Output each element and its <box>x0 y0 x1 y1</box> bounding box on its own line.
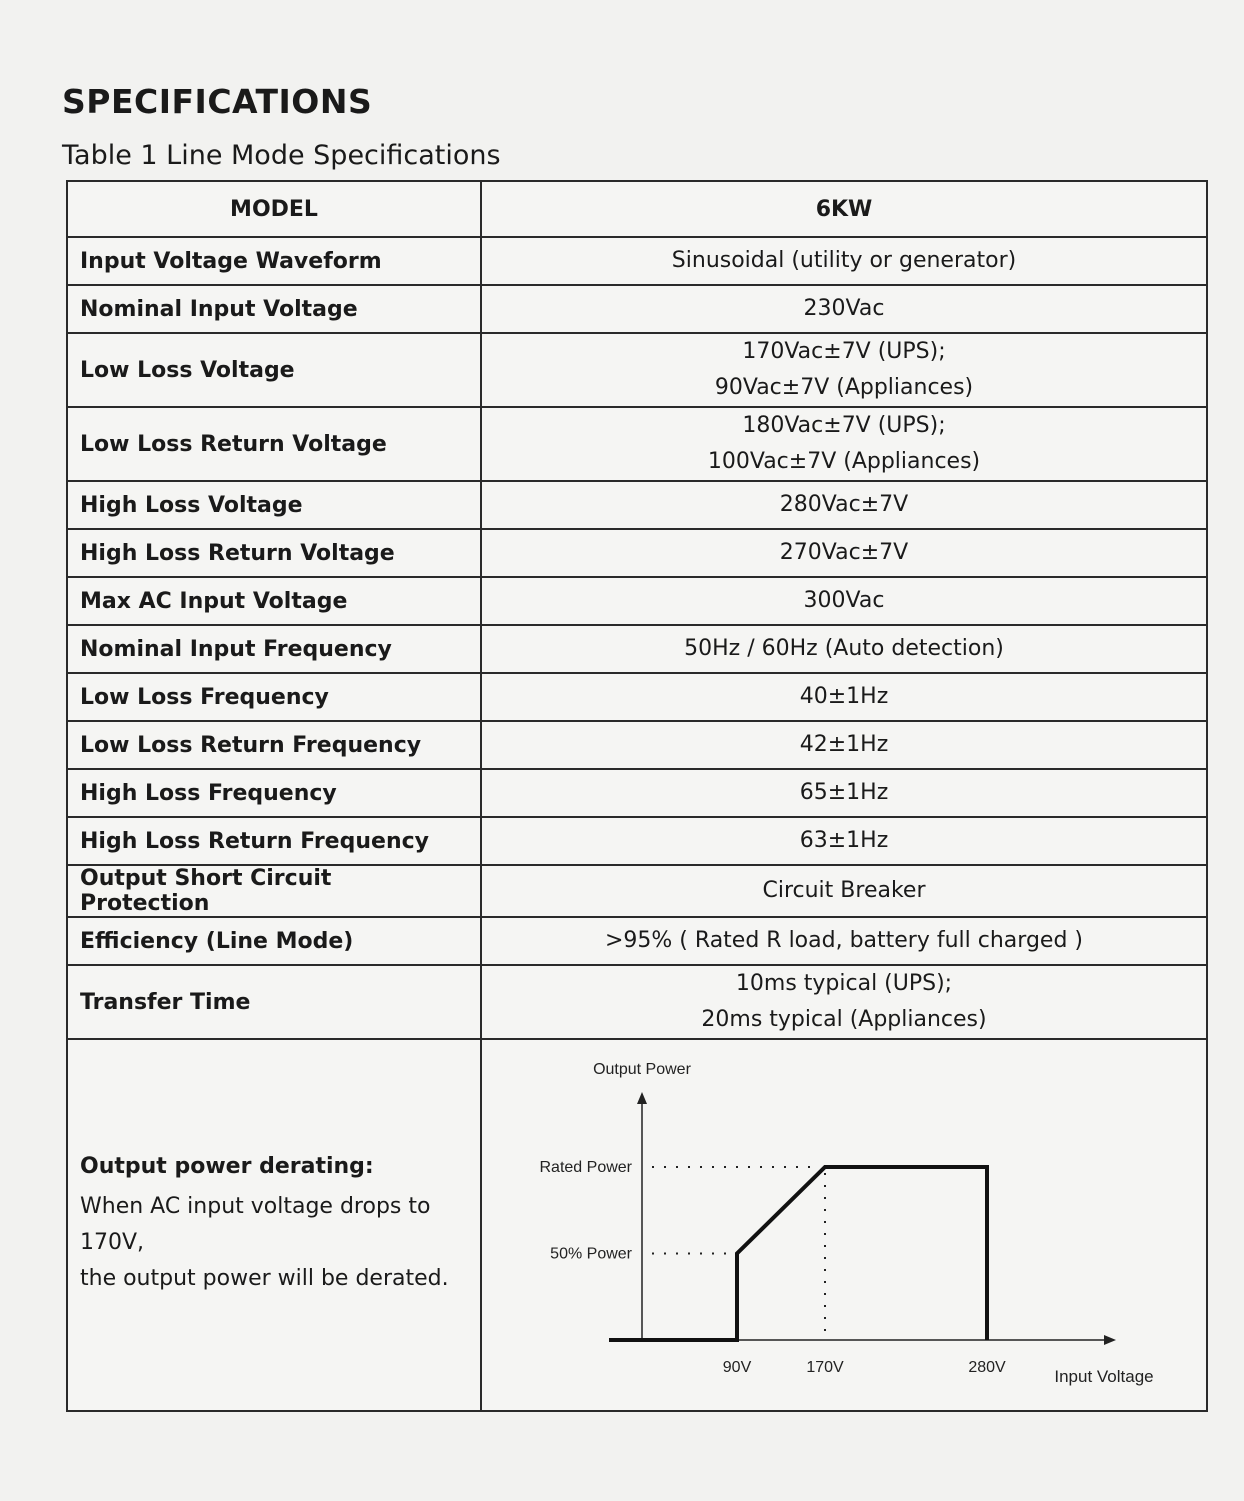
spec-value <box>481 285 1207 333</box>
spec-value <box>481 407 1207 481</box>
spec-label: Efficiency (Line Mode) <box>67 917 481 965</box>
spec-label: Low Loss Voltage <box>67 333 481 407</box>
spec-row <box>67 917 1207 965</box>
spec-value <box>481 917 1207 965</box>
spec-label: High Loss Return Voltage <box>67 529 481 577</box>
spec-table <box>66 180 1208 1412</box>
spec-label: High Loss Voltage <box>67 481 481 529</box>
spec-value-line: Circuit Breaker <box>762 878 926 903</box>
spec-label: Output Short Circuit Protection <box>67 865 481 917</box>
spec-value-line: 42±1Hz <box>799 732 889 757</box>
spec-value-line: 10ms typical (UPS); <box>735 971 953 996</box>
spec-row <box>67 237 1207 285</box>
spec-value-line: Sinusoidal (utility or generator) <box>671 248 1017 273</box>
spec-value-line: 20ms typical (Appliances) <box>701 1007 987 1032</box>
spec-value-line: 280Vac±7V <box>779 492 909 517</box>
spec-value <box>481 673 1207 721</box>
spec-value-line: >95% ( Rated R load, battery full charged ) <box>604 928 1083 953</box>
derating-chart-cell <box>481 1039 1207 1411</box>
spec-row <box>67 865 1207 917</box>
spec-label: Max AC Input Voltage <box>67 577 481 625</box>
y-axis-label: Output Power <box>593 1061 691 1078</box>
table-caption: Table 1 Line Mode Specifications <box>62 140 501 171</box>
spec-value <box>481 577 1207 625</box>
spec-row <box>67 285 1207 333</box>
spec-label: Low Loss Frequency <box>67 673 481 721</box>
spec-value-line: 90Vac±7V (Appliances) <box>714 375 974 400</box>
spec-row <box>67 965 1207 1039</box>
spec-row <box>67 817 1207 865</box>
x-tick-label: 90V <box>722 1359 752 1376</box>
spec-value <box>481 481 1207 529</box>
spec-value <box>481 333 1207 407</box>
spec-label: Nominal Input Frequency <box>67 625 481 673</box>
spec-value <box>481 237 1207 285</box>
spec-value <box>481 625 1207 673</box>
spec-value <box>481 865 1207 917</box>
spec-label: High Loss Return Frequency <box>67 817 481 865</box>
header-model-value: 6KW <box>481 181 1207 237</box>
spec-row <box>67 333 1207 407</box>
spec-value <box>481 965 1207 1039</box>
spec-label: Input Voltage Waveform <box>67 237 481 285</box>
spec-label: Transfer Time <box>67 965 481 1039</box>
derating-title: Output power derating: <box>80 1153 374 1179</box>
derating-row <box>67 1039 1207 1411</box>
spec-label: High Loss Frequency <box>67 769 481 817</box>
spec-row <box>67 577 1207 625</box>
spec-row <box>67 529 1207 577</box>
spec-value <box>481 529 1207 577</box>
spec-value-line: 270Vac±7V <box>779 540 909 565</box>
spec-value <box>481 721 1207 769</box>
derating-text-line: When AC input voltage drops to 170V, <box>80 1193 431 1255</box>
spec-value-line: 180Vac±7V (UPS); <box>742 413 946 438</box>
spec-value-line: 170Vac±7V (UPS); <box>742 339 946 364</box>
spec-row <box>67 721 1207 769</box>
y-tick-label: Rated Power <box>539 1159 632 1176</box>
spec-value-line: 100Vac±7V (Appliances) <box>707 449 981 474</box>
spec-value-line: 65±1Hz <box>799 780 889 805</box>
y-tick-label: 50% Power <box>550 1245 632 1263</box>
x-axis-arrow <box>1104 1335 1116 1345</box>
spec-value-line: 40±1Hz <box>799 684 889 709</box>
x-axis-label: Input Voltage <box>1054 1367 1154 1386</box>
table-header-row <box>67 181 1207 237</box>
spec-row <box>67 769 1207 817</box>
y-axis-arrow <box>637 1092 647 1104</box>
spec-value-line: 50Hz / 60Hz (Auto detection) <box>684 636 1004 661</box>
derating-description <box>67 1039 481 1411</box>
derating-chart <box>494 1040 1194 1406</box>
header-model-label: MODEL <box>67 181 481 237</box>
page-heading: SPECIFICATIONS <box>62 82 373 121</box>
spec-row <box>67 481 1207 529</box>
spec-value <box>481 769 1207 817</box>
spec-label: Nominal Input Voltage <box>67 285 481 333</box>
derating-text-line: the output power will be derated. <box>80 1265 449 1291</box>
x-tick-label: 280V <box>968 1359 1006 1376</box>
spec-row <box>67 673 1207 721</box>
spec-label: Low Loss Return Voltage <box>67 407 481 481</box>
x-tick-label: 170V <box>806 1359 844 1376</box>
spec-value-line: 230Vac <box>803 296 885 321</box>
spec-value-line: 300Vac <box>803 588 885 613</box>
spec-value-line: 63±1Hz <box>799 828 889 853</box>
spec-row <box>67 407 1207 481</box>
spec-label: Low Loss Return Frequency <box>67 721 481 769</box>
spec-value <box>481 817 1207 865</box>
spec-row <box>67 625 1207 673</box>
